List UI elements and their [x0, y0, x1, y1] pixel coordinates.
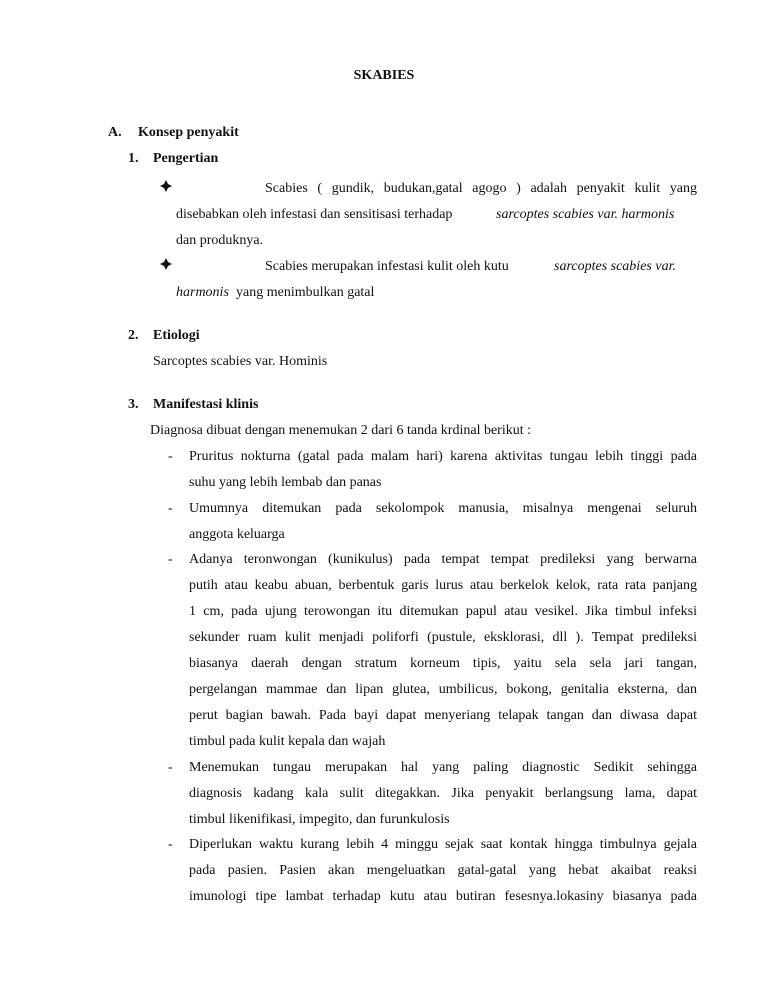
dash-bullet: - [168, 837, 173, 852]
item-heading: Etiologi [153, 328, 200, 343]
paragraph-line-italic: sarcoptes scabies var. [554, 259, 676, 274]
paragraph-line: Diperlukan waktu kurang lebih 4 minggu sejak saat kontak hingga timbulnya gejala [189, 837, 697, 852]
dash-bullet: - [168, 760, 173, 775]
paragraph-line: Adanya teronwongan (kunikulus) pada tempat tempat predileksi yang berwarna [189, 552, 697, 567]
section-heading: Konsep penyakit [138, 125, 239, 140]
paragraph-line: yang menimbulkan gatal [236, 285, 375, 300]
paragraph-line: dan produknya. [176, 233, 264, 248]
dash-bullet: - [168, 449, 173, 464]
paragraph-line: diagnosis kadang kala sulit ditegakkan. Jika penyakit berlangsung lama, dapat [189, 786, 697, 801]
dash-bullet: - [168, 552, 173, 567]
item-number: 1. [128, 151, 139, 166]
dash-bullet: - [168, 501, 173, 516]
paragraph-line-italic: harmonis [176, 285, 229, 300]
paragraph-line-italic: sarcoptes scabies var. harmonis [496, 207, 675, 222]
paragraph-line: Scabies ( gundik, budukan,gatal agogo ) adalah penyakit kulit yang [265, 181, 697, 196]
diamond-bullet-icon [160, 180, 172, 192]
diamond-bullet-icon [160, 258, 172, 270]
item-heading: Manifestasi klinis [153, 397, 259, 412]
paragraph-line: pergelangan mammae dan lipan glutea, umbilicus, bokong, genitalia eksterna, dan [189, 682, 697, 697]
paragraph-line: timbul likenifikasi, impegito, dan furunkulosis [189, 812, 450, 827]
paragraph-line: perut bagian bawah. Pada bayi dapat menyeriang telapak tangan dan diwasa dapat [189, 708, 697, 723]
paragraph-line: 1 cm, pada ujung terowongan itu ditemukan papul atau vesikel. Jika timbul infeksi [189, 604, 697, 619]
paragraph-line: Sarcoptes scabies var. Hominis [153, 354, 328, 369]
paragraph-line: imunologi tipe lambat terhadap kutu atau butiran fesesnya.lokasiny biasanya pada [189, 889, 697, 904]
paragraph-line: sekunder ruam kulit menjadi poliforfi (pustule, eksklorasi, dll ). Tempat predileksi [189, 630, 697, 645]
paragraph-line: Pruritus nokturna (gatal pada malam hari) karena aktivitas tungau lebih tinggi pada [189, 449, 697, 464]
paragraph-line: timbul pada kulit kepala dan wajah [189, 734, 386, 749]
item-heading: Pengertian [153, 151, 219, 166]
item-number: 3. [128, 397, 139, 412]
paragraph-line: Menemukan tungau merupakan hal yang paling diagnostic Sedikit sehingga [189, 760, 697, 775]
section-marker: A. [108, 125, 122, 140]
paragraph-line: suhu yang lebih lembab dan panas [189, 475, 382, 490]
paragraph-line: Diagnosa dibuat dengan menemukan 2 dari 6 tanda krdinal berikut : [150, 423, 532, 438]
paragraph-line: Umumnya ditemukan pada sekolompok manusia, misalnya mengenai seluruh [189, 501, 697, 516]
paragraph-line: putih atau keabu abuan, berbentuk garis lurus atau berkelok kelok, rata rata panjang [189, 578, 697, 593]
item-number: 2. [128, 328, 139, 343]
paragraph-line: pada pasien. Pasien akan mengeluatkan gatal-gatal yang hebat akaibat reaksi [189, 863, 697, 878]
page-title: SKABIES [353, 68, 415, 83]
paragraph-line: biasanya daerah dengan stratum korneum tipis, yaitu sela sela jari tangan, [189, 656, 697, 671]
paragraph-line: disebabkan oleh infestasi dan sensitisasi terhadap [176, 207, 453, 222]
paragraph-line: anggota keluarga [189, 527, 285, 542]
paragraph-line: Scabies merupakan infestasi kulit oleh kutu [265, 259, 509, 274]
